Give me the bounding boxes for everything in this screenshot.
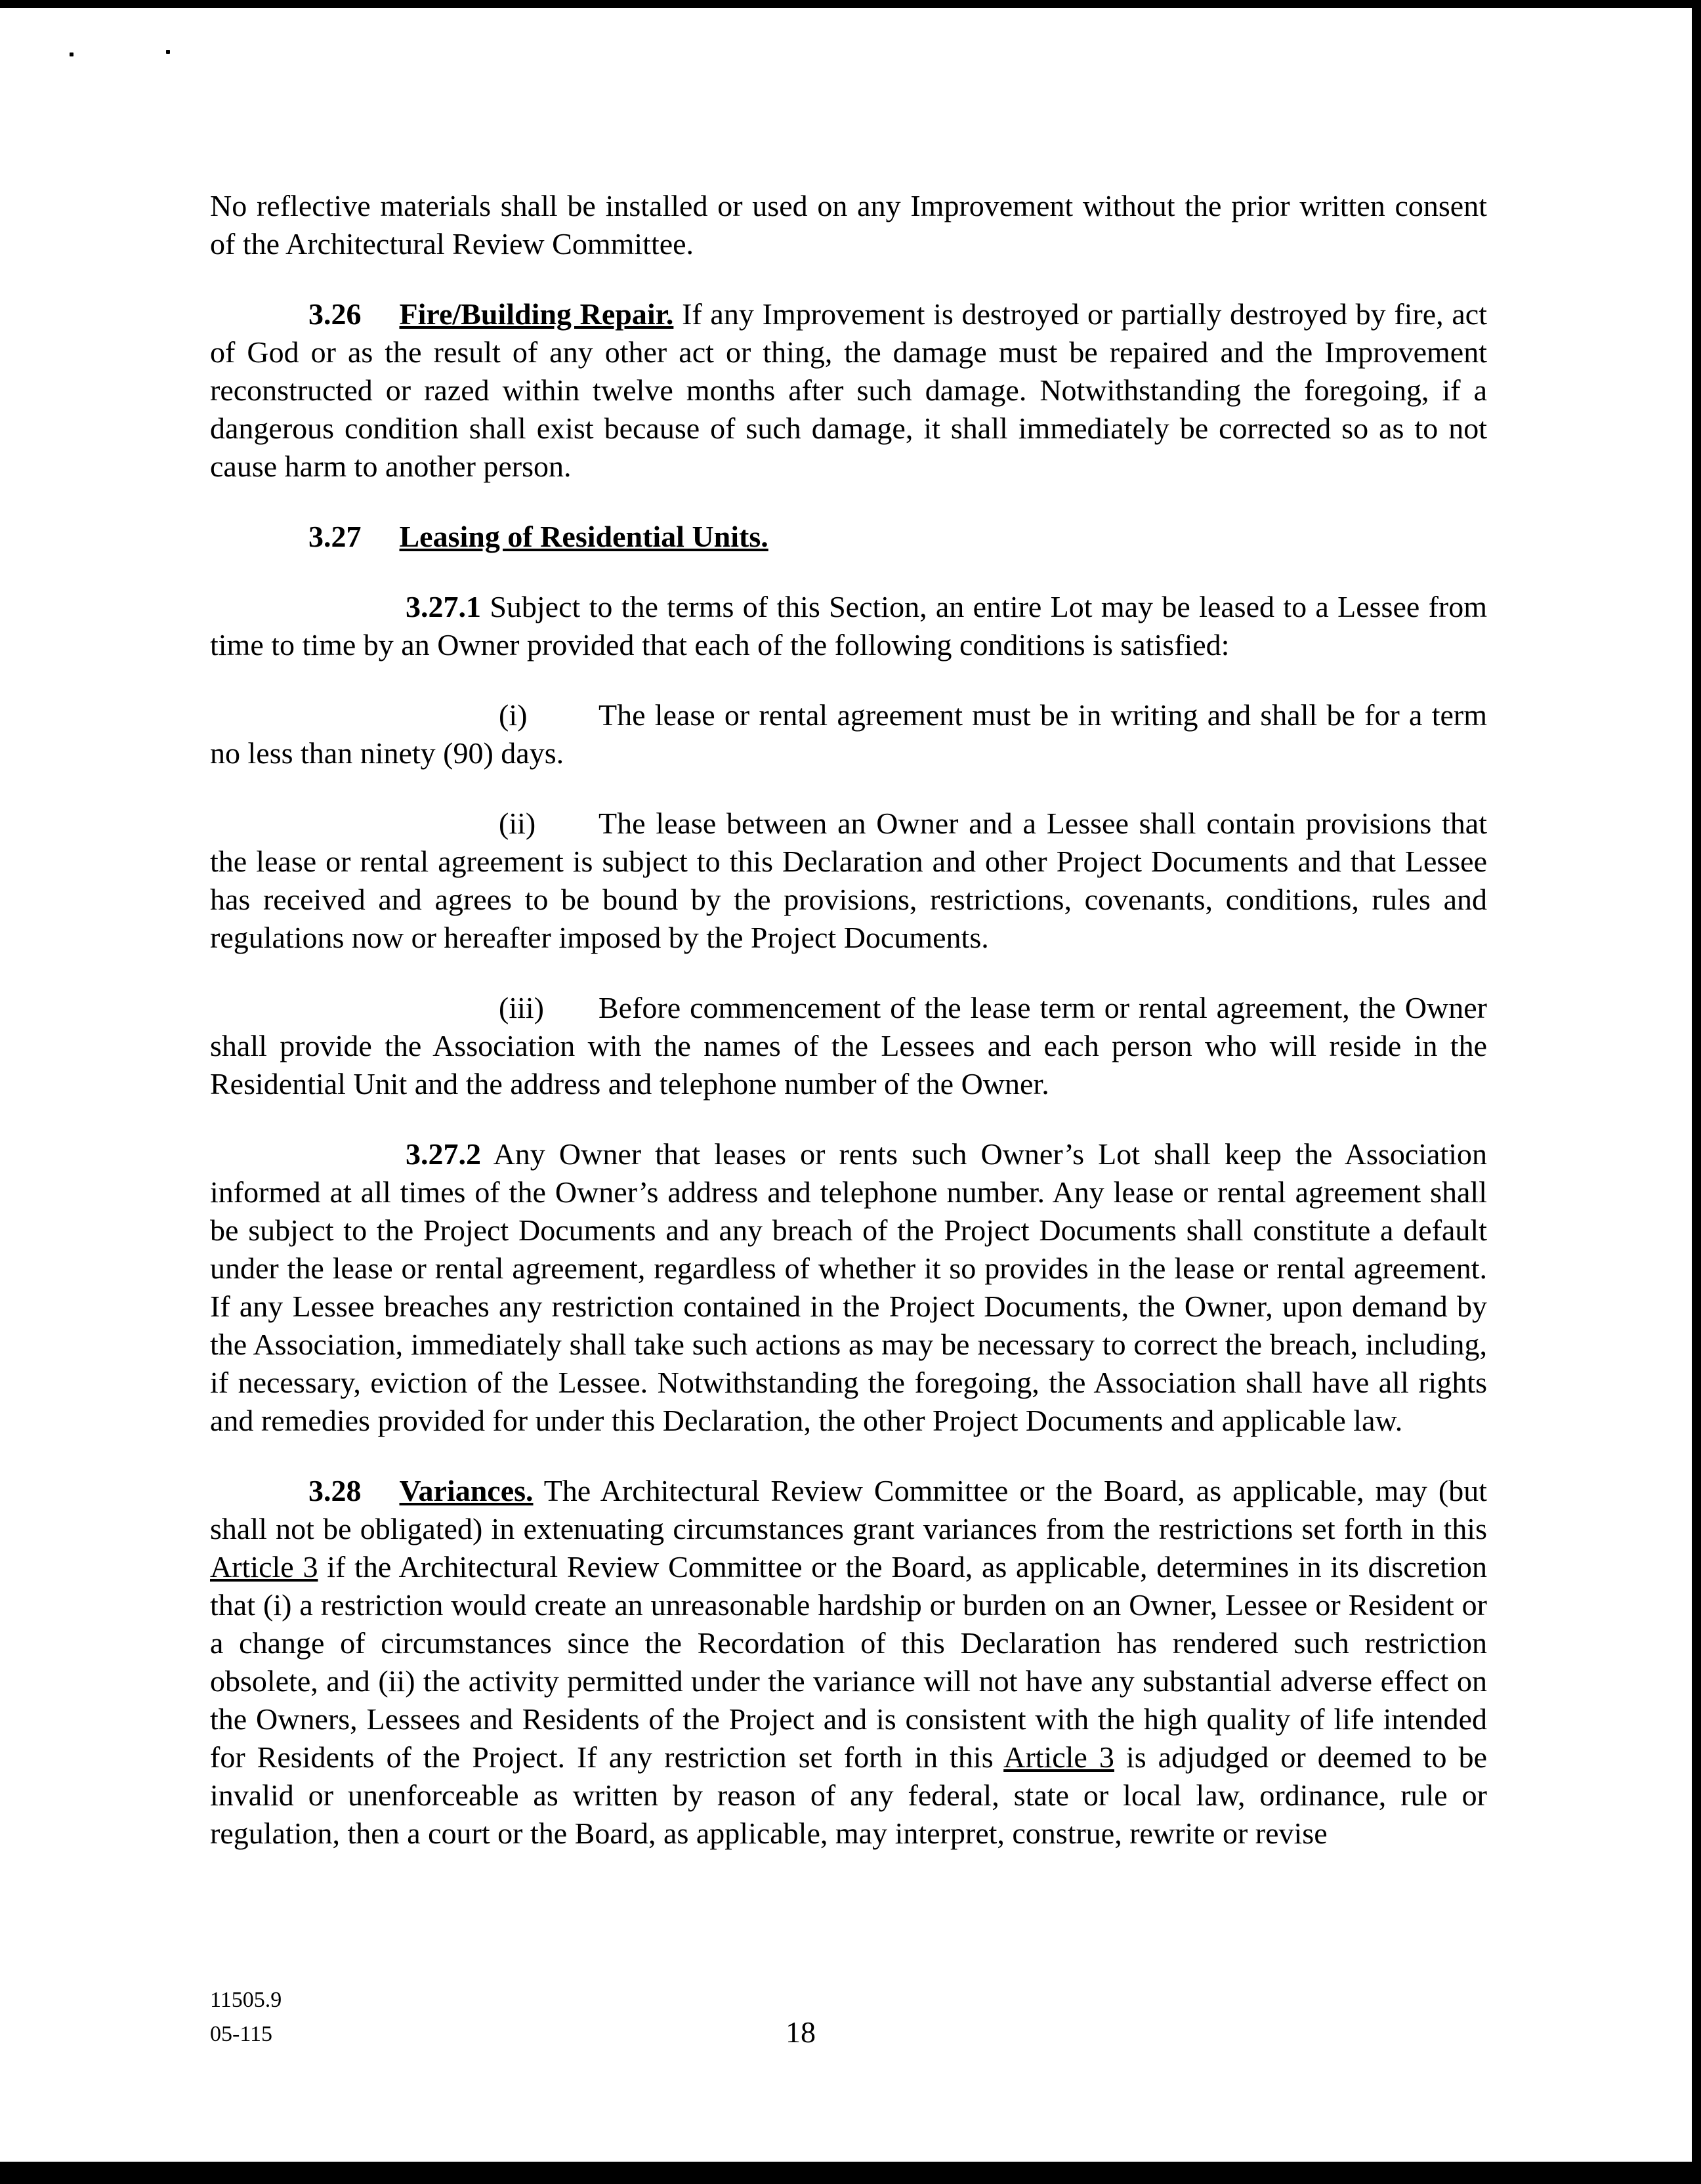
article-reference: Article 3: [210, 1550, 318, 1584]
scan-border-bottom: [0, 2162, 1701, 2184]
section-heading: Leasing of Residential Units.: [399, 520, 768, 553]
scan-border-top: [0, 0, 1701, 8]
section-body: is adjudged or deemed to be invalid or unenforceable as written by reason of any federal, state or local law, ordinance, rule or regulation, then a court or the Board, as applicable, may interpret, construe, rewrite or revise: [210, 1740, 1488, 1850]
section-3-28: [210, 1472, 1487, 1853]
section-number: 3.27: [308, 520, 362, 553]
section-body: Any Owner that leases or rents such Owner’s Lot shall keep the Association informed at all times of the Owner’s address and telephone number. Any lease or rental agreement shall be subject to the Project Documents and any breach of the Project Documents shall constitute a default under the lease or rental agreement, regardless of whether it so provides in the lease or rental agreement. If any Lessee breaches any restriction contained in the Project Documents, the Owner, upon demand by the Association, immediately shall take such actions as may be necessary to correct the breach, including, if necessary, eviction of the Lessee. Notwithstanding the foregoing, the Association shall have all rights and remedies provided for under this Declaration, the other Project Documents and applicable law.: [210, 1137, 1487, 1437]
condition-label: (iii): [499, 991, 544, 1024]
document-id: 11505.9: [210, 1988, 282, 2012]
condition-iii: [210, 989, 1487, 1103]
section-heading: Fire/Building Repair.: [399, 297, 674, 331]
section-body: if the Architectural Review Committee or the Board, as applicable, determines in its discretion that (i) a restriction would create an unreasonable hardship or burden on an Owner, Lessee or Resident or a change of circumstances since the Recordation of this Declaration has rendered such restriction obsolete, and (ii) the activity permitted under the variance will not have any substantial adverse effect on the Owners, Lessees and Residents of the Project and is consistent with the high quality of life intended for Residents of the Project. If any restriction set forth in this: [210, 1550, 1487, 1774]
section-3-27-1: [210, 588, 1487, 664]
document-page: [210, 187, 1487, 1885]
condition-body: The lease between an Owner and a Lessee shall contain provisions that the lease or rental agreement is subject to this Declaration and other Project Documents and that Lessee has received and agrees to be bound by the provisions, restrictions, covenants, conditions, rules and regulations now or hereafter imposed by the Project Documents.: [210, 807, 1487, 954]
section-number: 3.28: [308, 1474, 362, 1507]
condition-label: (ii): [499, 807, 536, 840]
page-number: 18: [786, 2015, 816, 2049]
scan-speck: [70, 52, 74, 56]
condition-body: The lease or rental agreement must be in writing and shall be for a term no less than ninety (90) days.: [210, 698, 1487, 770]
section-number: 3.26: [308, 297, 362, 331]
article-reference: Article 3: [1003, 1740, 1114, 1774]
section-3-27: [210, 518, 1487, 556]
scan-border-right: [1692, 0, 1701, 2184]
section-body: Subject to the terms of this Section, an entire Lot may be leased to a Lessee from time to time by an Owner provided that each of the following conditions is satisfied:: [210, 590, 1488, 662]
paragraph-reflective-materials: No reflective materials shall be installed or used on any Improvement without the prior written consent of the Architectural Review Committee.: [210, 189, 1487, 261]
section-body: If any Improvement is destroyed or partially destroyed by fire, act of God or as the result of any other act or thing, the damage must be repaired and the Improvement reconstructed or razed within twelve months after such damage. Notwithstanding the foregoing, if a dangerous condition shall exist because of such damage, it shall immediately be corrected so as to not cause harm to another person.: [210, 297, 1487, 483]
scan-speck: [166, 50, 170, 54]
section-number: 3.27.1: [406, 590, 481, 623]
document-code: 05-115: [210, 2022, 273, 2046]
section-heading: Variances.: [399, 1474, 534, 1507]
condition-body: Before commencement of the lease term or rental agreement, the Owner shall provide the Association with the names of the Lessees and each person who will reside in the Residential Unit and the address and telephone number of the Owner.: [210, 991, 1487, 1101]
section-3-26: [210, 295, 1487, 486]
section-body: The Architectural Review Committee or the Board, as applicable, may (but shall not be obligated) in extenuating circumstances grant variances from the restrictions set forth in this: [210, 1474, 1487, 1545]
condition-i: [210, 696, 1487, 772]
section-3-27-2: [210, 1135, 1487, 1440]
condition-ii: [210, 805, 1487, 957]
condition-label: (i): [499, 698, 528, 732]
footer-document-code: [210, 1983, 282, 2051]
section-number: 3.27.2: [406, 1137, 481, 1171]
